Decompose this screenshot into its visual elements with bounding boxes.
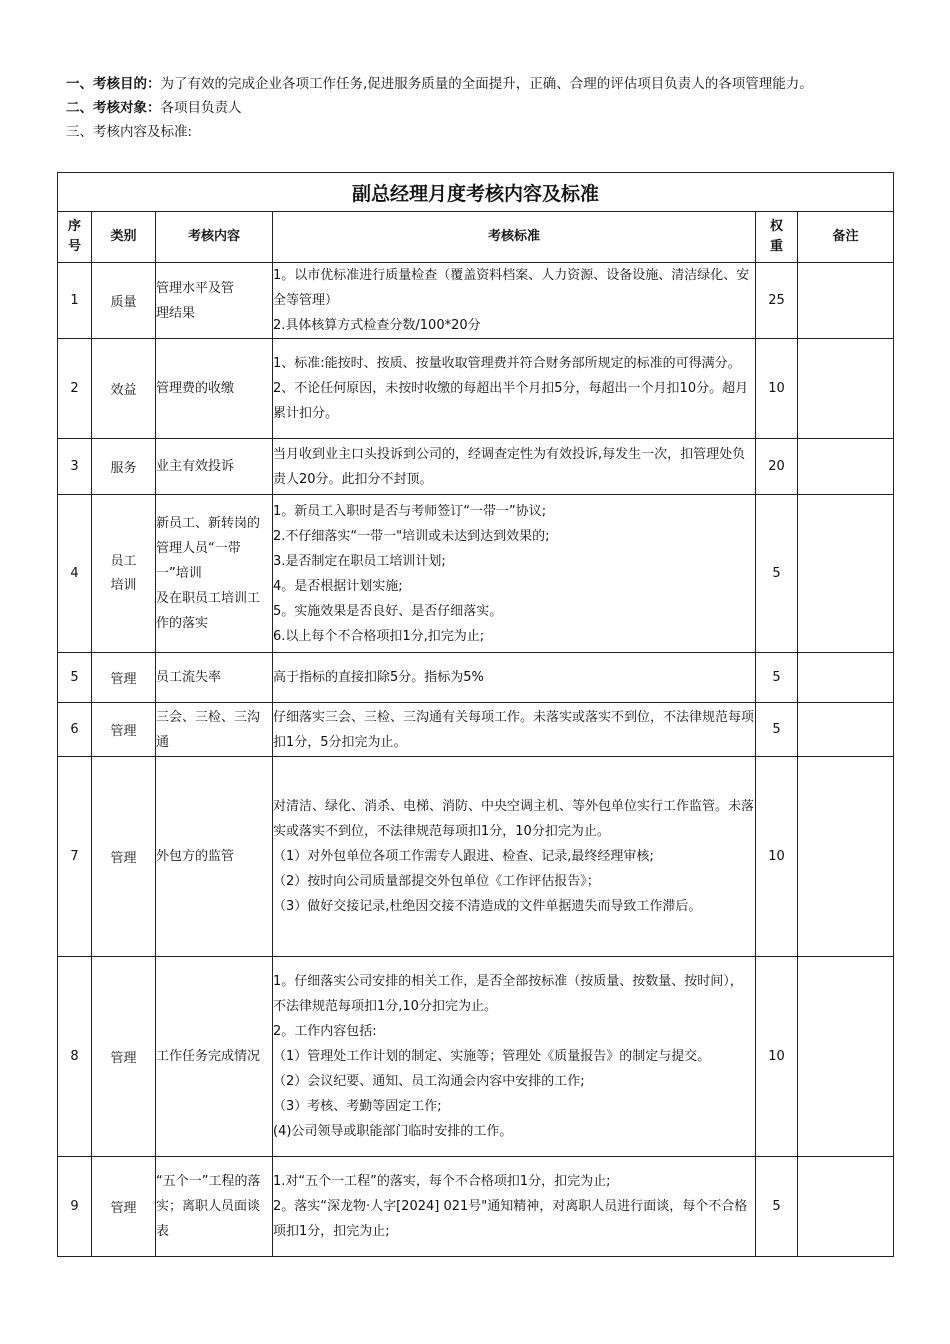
table-row	[58, 339, 894, 439]
standard-line: （2）按时向公司质量部提交外包单位《工作评估报告》；	[273, 874, 600, 889]
header-standard: 考核标准	[273, 212, 756, 263]
standard-line: （3）做好交接记录,杜绝因交接不清造成的文件单据遗失而导致工作滞后。	[273, 899, 702, 914]
content-line: 理结果	[156, 305, 196, 321]
row-weight: 5	[756, 703, 798, 757]
content-line: 三会、三检、三沟通	[156, 709, 261, 750]
row-weight: 5	[756, 1157, 798, 1257]
table-row	[58, 757, 894, 957]
row-weight: 10	[756, 339, 798, 439]
row-category: 员工培训	[92, 495, 156, 653]
standard-line: （3）考核、考勤等固定工作;	[273, 1099, 442, 1114]
table-row	[58, 263, 894, 339]
standard-line: 仔细落实三会、三检、三沟通有关每项工作。未落实或落实不到位，不法律规范每项扣1分，5分扣完为止。	[273, 709, 755, 750]
standard-line: 1。以市优标准进行质量检查（覆盖资料档案、人力资源、设备设施、清洁绿化、安全等管理）	[273, 268, 750, 308]
content-line: 工作任务完成情况	[156, 1049, 261, 1064]
row-content	[156, 439, 273, 495]
table-row	[58, 1157, 894, 1257]
row-weight: 25	[756, 263, 798, 339]
row-remark	[798, 439, 894, 495]
standard-line: 2.不仔细落实“一带一"培训或未达到达到效果的;	[273, 528, 550, 544]
table-row	[58, 439, 894, 495]
row-weight: 5	[756, 495, 798, 653]
assessment-table	[57, 172, 894, 1257]
content-heading: 三、考核内容及标准:	[66, 124, 193, 140]
purpose-paragraph	[66, 72, 896, 96]
standard-line: （1）对外包单位各项工作需专人跟进、检查、记录,最终经理审核;	[273, 849, 654, 864]
row-standard	[273, 1157, 756, 1257]
standard-line: （2）会议纪要、通知、员工沟通会内容中安排的工作;	[273, 1074, 585, 1089]
standard-line: 3.是否制定在职员工培训计划;	[273, 553, 446, 569]
row-remark	[798, 957, 894, 1157]
table-row	[58, 703, 894, 757]
row-weight: 10	[756, 757, 798, 957]
target-text: 各项目负责人	[160, 100, 242, 116]
row-standard	[273, 957, 756, 1157]
standard-line: 1。仔细落实公司安排的相关工作，是否全部按标准（按质量、按数量、按时间），不法律规范每项扣1分,10分扣完为止。	[273, 974, 743, 1014]
standard-line: （1）管理处工作计划的制定、实施等；管理处《质量报告》的制定与提交。	[273, 1049, 711, 1064]
row-category: 管理	[92, 703, 156, 757]
row-number: 6	[58, 703, 92, 757]
standard-line: (4)公司领导或职能部门临时安排的工作。	[273, 1124, 513, 1139]
header-remark: 备注	[798, 212, 894, 263]
standard-line: 2。工作内容包括:	[273, 1024, 377, 1039]
standard-line: 对清洁、绿化、消杀、电梯、消防、中央空调主机、等外包单位实行工作监管。未落实或落实不到位，不法律规范每项扣1分，10分扣完为止。	[273, 799, 755, 839]
target-label: 二、考核对象：	[66, 100, 161, 116]
row-number: 7	[58, 757, 92, 957]
row-remark	[798, 339, 894, 439]
row-standard	[273, 439, 756, 495]
table-row	[58, 653, 894, 703]
row-number: 4	[58, 495, 92, 653]
row-number: 2	[58, 339, 92, 439]
row-content	[156, 653, 273, 703]
row-number: 8	[58, 957, 92, 1157]
row-number: 1	[58, 263, 92, 339]
standard-line: 2。落实“深龙物·人字[2024] 021号"通知精神，对离职人员进行面谈，每个不合格项扣1分，扣完为止;	[273, 1199, 748, 1239]
row-remark	[798, 757, 894, 957]
row-content	[156, 757, 273, 957]
row-standard	[273, 703, 756, 757]
content-line: 及在职员工培训工作的落实	[156, 591, 261, 631]
row-standard	[273, 653, 756, 703]
standard-line: 2.具体核算方式检查分数/100*20分	[273, 318, 481, 333]
row-number: 9	[58, 1157, 92, 1257]
target-paragraph	[66, 96, 896, 120]
row-content	[156, 703, 273, 757]
table-row	[58, 957, 894, 1157]
content-line: 新员工、新转岗的管理人员“一带一”培训	[156, 516, 261, 581]
table-row	[58, 495, 894, 653]
standard-line: 当月收到业主口头投诉到公司的，经调查定性为有效投诉,每发生一次，扣管理处负责人20分。此扣分不封顶。	[273, 446, 746, 487]
row-standard	[273, 495, 756, 653]
row-weight: 5	[756, 653, 798, 703]
row-remark	[798, 263, 894, 339]
header-content: 考核内容	[156, 212, 273, 263]
content-line: 管理水平及管	[156, 280, 235, 296]
header-weight: 权重	[756, 212, 798, 263]
row-standard	[273, 263, 756, 339]
row-weight: 20	[756, 439, 798, 495]
header-no: 序号	[58, 212, 92, 263]
table-title: 副总经理月度考核内容及标准	[58, 173, 894, 212]
row-remark	[798, 653, 894, 703]
row-content	[156, 957, 273, 1157]
header-category: 类别	[92, 212, 156, 263]
row-standard	[273, 339, 756, 439]
content-line: 管理费的收缴	[156, 381, 235, 396]
row-weight: 10	[756, 957, 798, 1157]
row-content	[156, 339, 273, 439]
standard-line: 高于指标的直接扣除5分。指标为5%	[273, 670, 484, 685]
row-content	[156, 495, 273, 653]
standard-line: 1、标准:能按时、按质、按量收取管理费并符合财务部所规定的标准的可得满分。	[273, 356, 741, 371]
standard-line: 1.对“五个一工程”的落实，每个不合格项扣1分，扣完为止;	[273, 1174, 611, 1189]
content-line: 外包方的监管	[156, 849, 235, 864]
row-number: 5	[58, 653, 92, 703]
row-category: 质量	[92, 263, 156, 339]
row-remark	[798, 1157, 894, 1257]
row-standard	[273, 757, 756, 957]
intro-section	[66, 72, 896, 144]
row-content	[156, 1157, 273, 1257]
standard-line: 6.以上每个不合格项扣1分,扣完为止;	[273, 628, 485, 644]
row-category: 服务	[92, 439, 156, 495]
row-category: 管理	[92, 1157, 156, 1257]
standard-line: 2、不论任何原因，未按时收缴的每超出半个月扣5分，每超出一个月扣10分。超月累计扣分。	[273, 381, 749, 421]
standard-line: 5。实施效果是否良好、是否仔细落实。	[273, 603, 503, 619]
standard-line: 4。是否根据计划实施;	[273, 578, 403, 594]
row-category: 管理	[92, 757, 156, 957]
table-header-row	[58, 212, 894, 263]
row-category: 管理	[92, 653, 156, 703]
content-line: 业主有效投诉	[156, 459, 235, 474]
row-remark	[798, 495, 894, 653]
content-line: “五个一”工程的落实；离职人员面谈表	[156, 1174, 261, 1239]
purpose-label: 一、考核目的：	[66, 76, 161, 92]
row-content	[156, 263, 273, 339]
row-category: 管理	[92, 957, 156, 1157]
row-remark	[798, 703, 894, 757]
row-category: 效益	[92, 339, 156, 439]
standard-line: 1。新员工入职时是否与考师签订“一带一”协议;	[273, 503, 547, 519]
purpose-text: 为了有效的完成企业各项工作任务,促进服务质量的全面提升，正确、合理的评估项目负责人的各项管理能力。	[160, 76, 813, 92]
content-line: 员工流失率	[156, 670, 222, 685]
row-number: 3	[58, 439, 92, 495]
